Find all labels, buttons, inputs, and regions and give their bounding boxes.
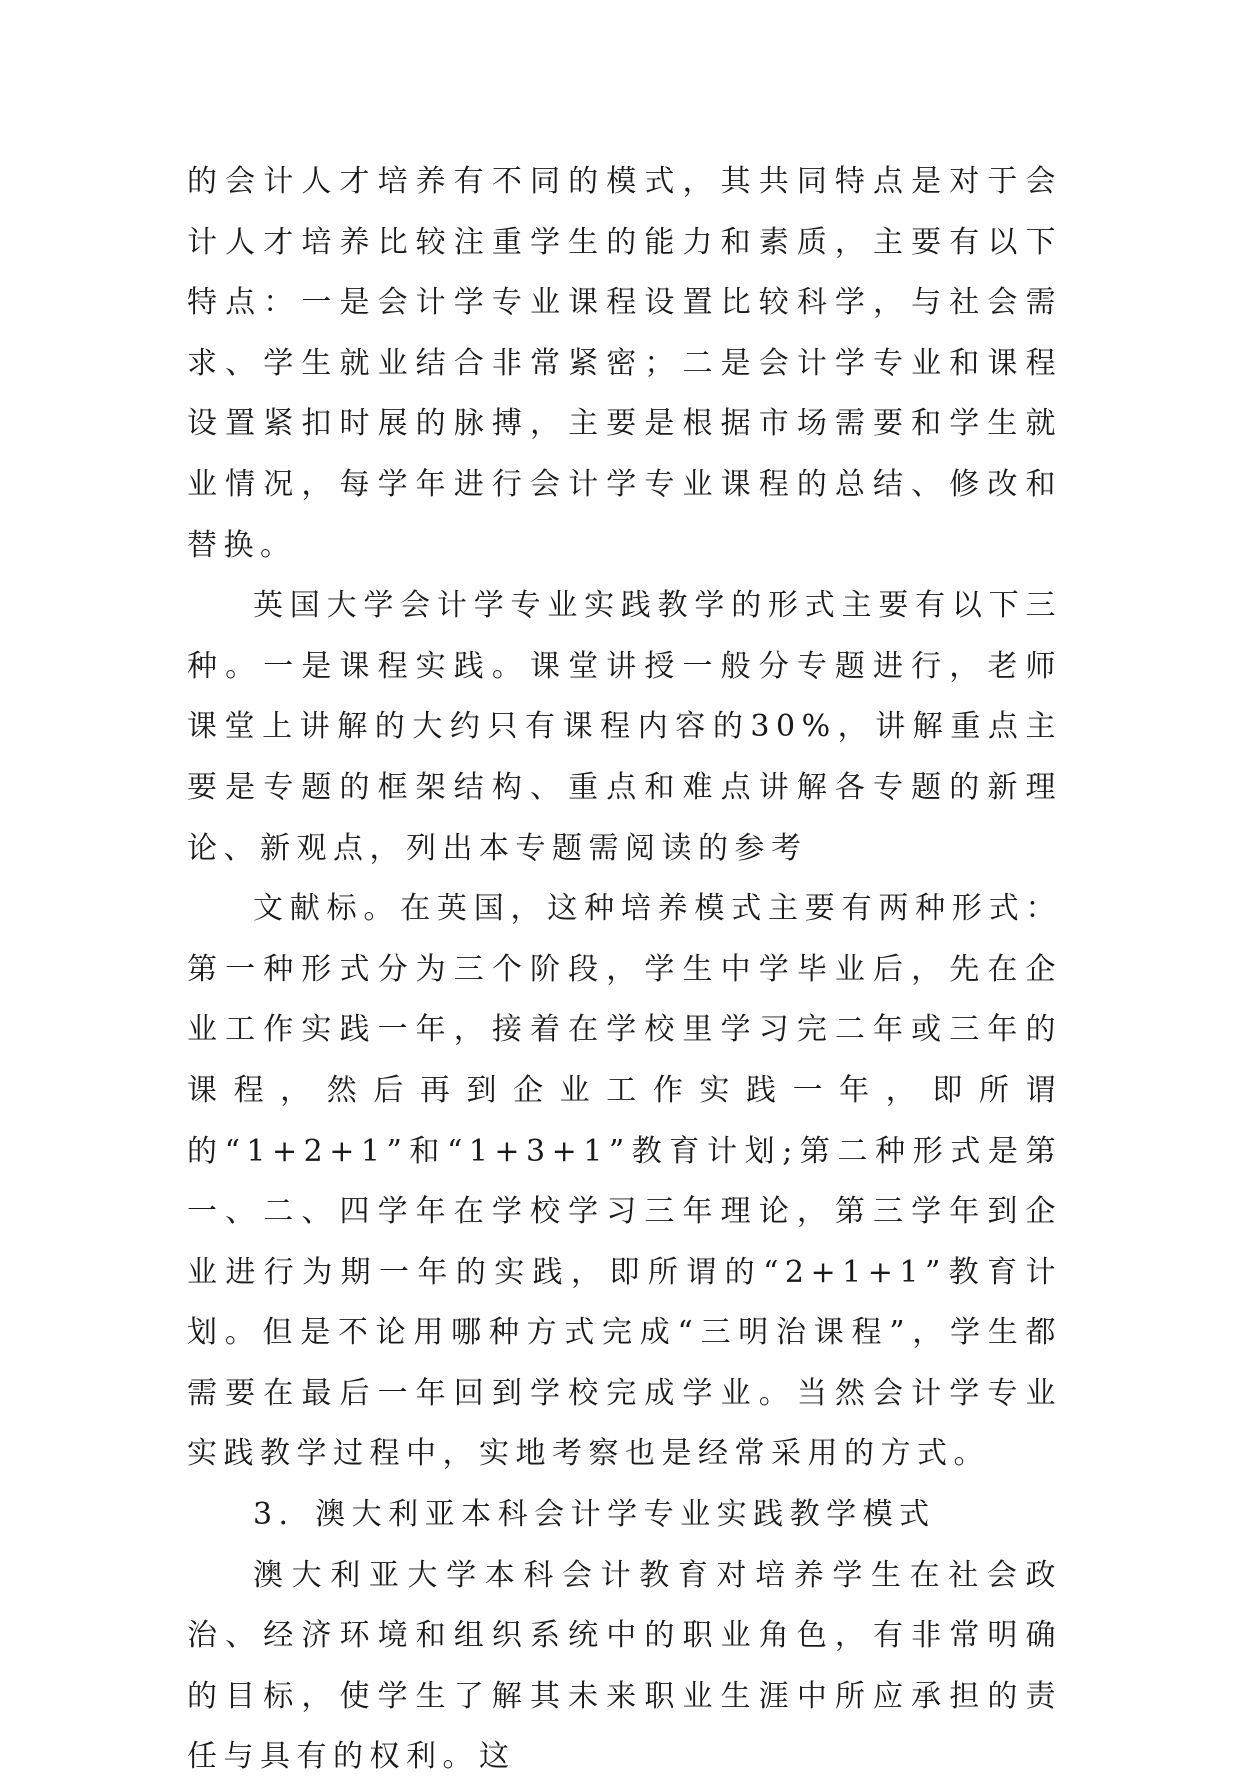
- paragraph-2: 英国大学会计学专业实践教学的形式主要有以下三种。一是课程实践。课堂讲授一般分专题进行，老师课堂上讲解的大约只有课程内容的30%，讲解重点主要是专题的框架结构、重点和难点讲解各专题的新理论、新观点，列出本专题需阅读的参考: [187, 588, 1062, 866]
- section-heading: 3．澳大利亚本科会计学专业实践教学模式: [253, 1497, 936, 1533]
- paragraph-3: 文献标。在英国，这种培养模式主要有两种形式：第一种形式分为三个阶段，学生中学毕业后，先在企业工作实践一年，接着在学校里学习完二年或三年的课程，然后再到企业工作实践一年，即所谓的“1+2+1”和“1+3+1”教育计划;第二种形式是第一、二、四学年在学校学习三年理论，第三学年到企业进行为期一年的实践，即所谓的“2+1+1”教育计划。但是不论用哪种方式完成“三明治课程”，学生都需要在最后一年回到学校完成学业。当然会计学专业实践教学过程中，实地考察也是经常采用的方式。: [187, 891, 1062, 1472]
- paragraph-4: 澳大利亚大学本科会计教育对培养学生在社会政治、经济环境和组织系统中的职业角色，有非常明确的目标，使学生了解其未来职业生涯中所应承担的责任与具有的权利。这: [187, 1557, 1062, 1775]
- document-page: [187, 152, 1062, 1788]
- paragraph-1: 的会计人才培养有不同的模式，其共同特点是对于会计人才培养比较注重学生的能力和素质，主要有以下特点：一是会计学专业课程设置比较科学，与社会需求、学生就业结合非常紧密；二是会计学专业和课程设置紧扣时展的脉搏，主要是根据市场需要和学生就业情况，每学年进行会计学专业课程的总结、修改和替换。: [187, 164, 1062, 563]
